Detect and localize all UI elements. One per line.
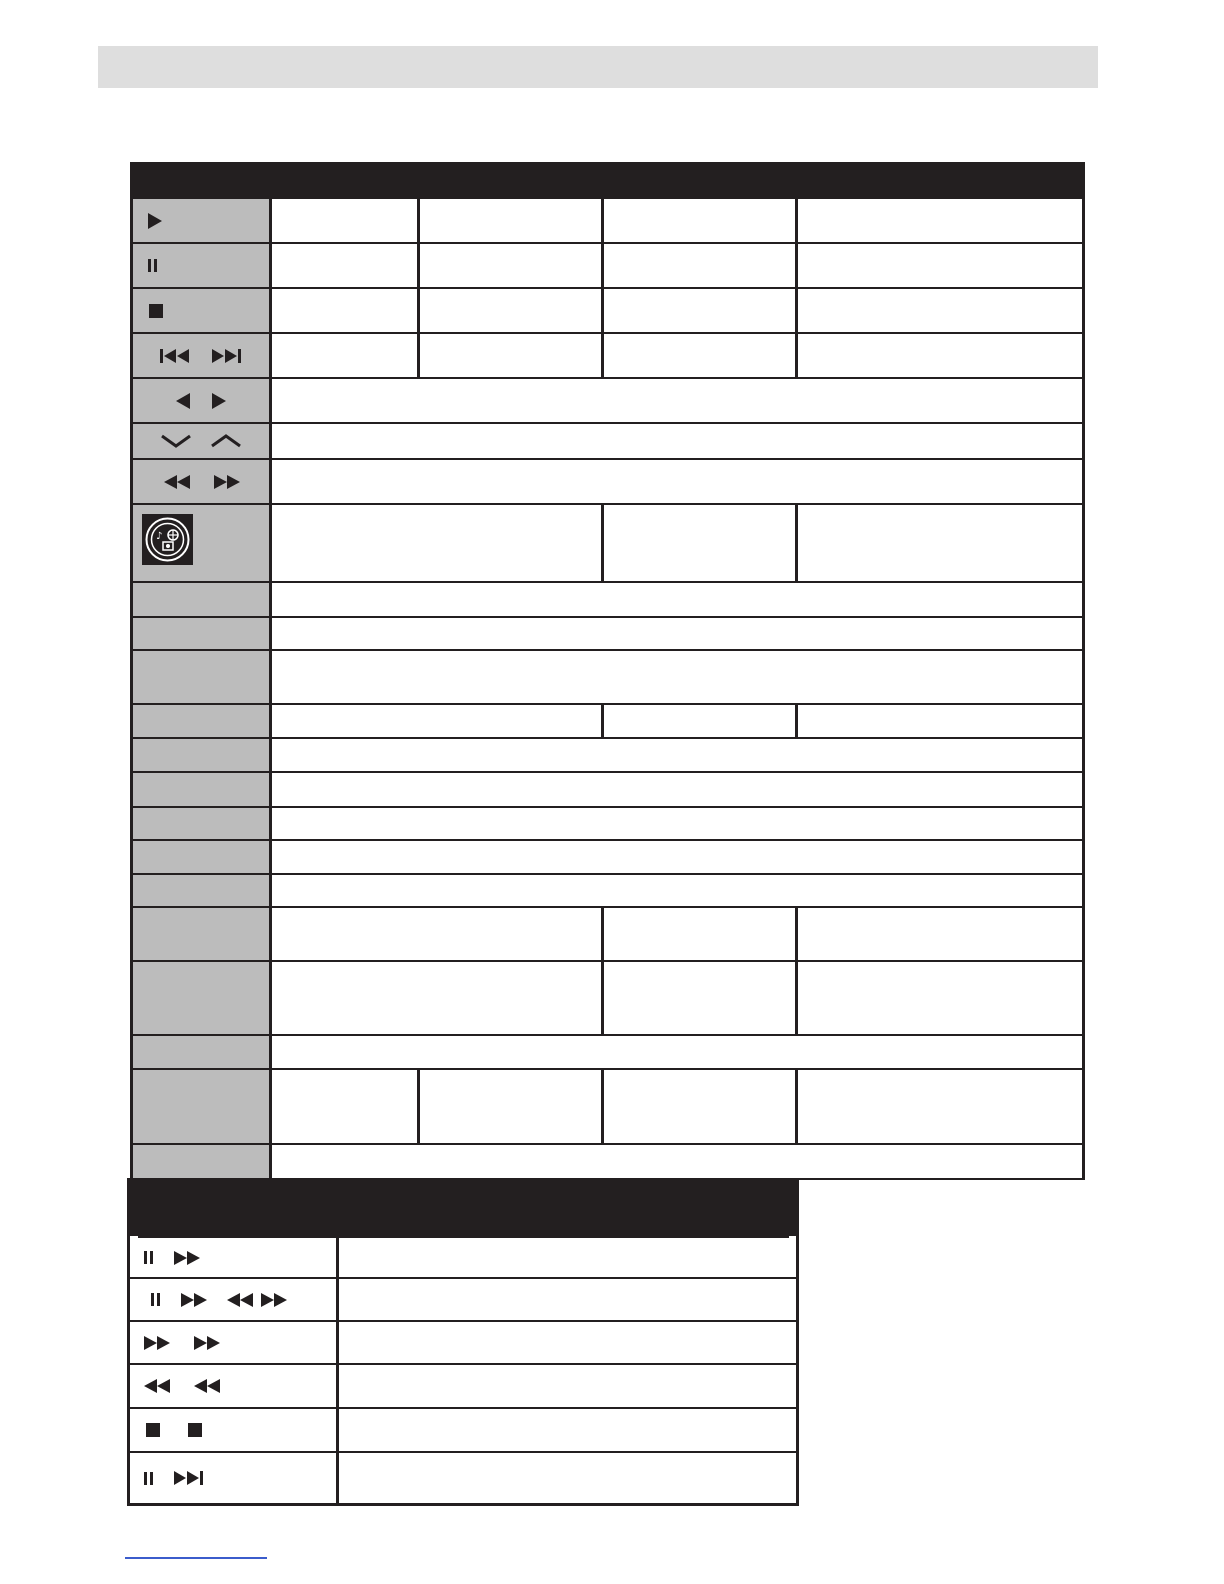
table-cell (272, 289, 417, 332)
table-cell (604, 289, 795, 332)
table-cell (798, 962, 1082, 1034)
table-cell (604, 705, 795, 737)
pause-icon (143, 1471, 155, 1486)
sub-key-cell (130, 1238, 336, 1277)
key-cell (133, 908, 269, 960)
table-cell (798, 705, 1082, 737)
table-cell (604, 244, 795, 287)
key-cell (133, 962, 269, 1034)
key-cell (133, 1036, 269, 1068)
fast-forward-icon (193, 1335, 221, 1351)
table-cell (272, 841, 1082, 873)
chevron-down-icon (160, 433, 192, 449)
table-cell (604, 199, 795, 242)
table-cell (604, 505, 795, 581)
key-cell (133, 583, 269, 616)
table-cell (604, 334, 795, 377)
key-cell (133, 1145, 269, 1178)
media-browser-icon (142, 514, 193, 565)
table-cell (798, 199, 1082, 242)
key-cell (133, 424, 269, 458)
table-cell (272, 424, 1082, 458)
table-cell (798, 334, 1082, 377)
table-cell (420, 334, 601, 377)
table-cell (420, 244, 601, 287)
chevron-up-icon (210, 433, 242, 449)
table-cell (272, 460, 1082, 503)
fast-forward-icon (180, 1292, 208, 1308)
rewind-icon (163, 474, 191, 490)
table-cell (604, 1070, 795, 1143)
table-cell (272, 199, 417, 242)
key-cell (133, 289, 269, 332)
key-cell (133, 1070, 269, 1143)
key-cell (133, 773, 269, 806)
table-cell (420, 199, 601, 242)
table-cell (272, 962, 601, 1034)
sub-description-cell (339, 1409, 796, 1451)
table-cell (798, 244, 1082, 287)
key-cell (133, 841, 269, 873)
table-cell (798, 908, 1082, 960)
rewind-icon (143, 1378, 171, 1394)
table-cell (272, 651, 1082, 703)
section-header-bar (98, 46, 1098, 88)
arrow-left-icon (175, 392, 191, 410)
fast-forward-icon (173, 1250, 201, 1266)
fast-forward-icon (260, 1292, 288, 1308)
fast-forward-icon (143, 1335, 171, 1351)
pause-icon (150, 1292, 162, 1307)
table-cell (272, 739, 1082, 771)
column-header (604, 165, 795, 197)
rewind-icon (226, 1292, 254, 1308)
play-icon (147, 212, 163, 230)
sub-description-cell (339, 1279, 796, 1320)
skip-next-icon (173, 1469, 205, 1487)
skip-next-icon (211, 347, 243, 365)
table-cell (272, 618, 1082, 649)
footer-link[interactable] (125, 1557, 267, 1559)
table-cell (272, 773, 1082, 806)
main-table (130, 162, 1085, 1180)
table-cell (604, 962, 795, 1034)
sub-key-cell (130, 1453, 336, 1503)
table-cell (420, 289, 601, 332)
table-cell (272, 244, 417, 287)
key-cell (133, 651, 269, 703)
sub-key-cell (130, 1365, 336, 1407)
table-cell (272, 505, 601, 581)
table-cell (272, 334, 417, 377)
sub-description-cell (339, 1238, 796, 1277)
table-cell (420, 1070, 601, 1143)
rewind-icon (193, 1378, 221, 1394)
key-cell (133, 379, 269, 422)
table-cell (798, 1070, 1082, 1143)
stop-icon (145, 1422, 161, 1438)
key-cell (133, 739, 269, 771)
table-cell (272, 583, 1082, 616)
column-header (133, 165, 269, 197)
table-cell (272, 1070, 417, 1143)
table-cell (272, 808, 1082, 839)
sub-table-header (127, 1178, 799, 1236)
arrow-right-icon (211, 392, 227, 410)
table-cell (272, 1036, 1082, 1068)
key-cell (133, 705, 269, 737)
sub-table (127, 1178, 799, 1506)
table-cell (604, 908, 795, 960)
key-cell (133, 199, 269, 242)
table-cell (272, 1145, 1082, 1178)
key-cell (133, 505, 269, 581)
skip-previous-icon (159, 347, 191, 365)
table-cell (798, 505, 1082, 581)
key-cell (133, 244, 269, 287)
table-cell (272, 908, 601, 960)
key-cell (133, 808, 269, 839)
table-cell (272, 705, 601, 737)
sub-description-cell (339, 1365, 796, 1407)
sub-description-cell (339, 1453, 796, 1503)
stop-icon (187, 1422, 203, 1438)
table-cell (798, 289, 1082, 332)
column-header (798, 165, 1082, 197)
sub-key-cell (130, 1322, 336, 1363)
svg-text:♪: ♪ (156, 531, 163, 542)
fast-forward-icon (213, 474, 241, 490)
stop-icon (148, 303, 164, 319)
key-cell (133, 875, 269, 906)
sub-description-cell (339, 1322, 796, 1363)
key-cell (133, 618, 269, 649)
table-cell (272, 875, 1082, 906)
table-cell (272, 379, 1082, 422)
pause-icon (143, 1250, 155, 1265)
sub-key-cell (130, 1409, 336, 1451)
key-cell (133, 334, 269, 377)
key-cell (133, 460, 269, 503)
column-header (272, 165, 417, 197)
sub-key-cell (130, 1279, 336, 1320)
pause-icon (147, 258, 159, 273)
column-header (420, 165, 601, 197)
